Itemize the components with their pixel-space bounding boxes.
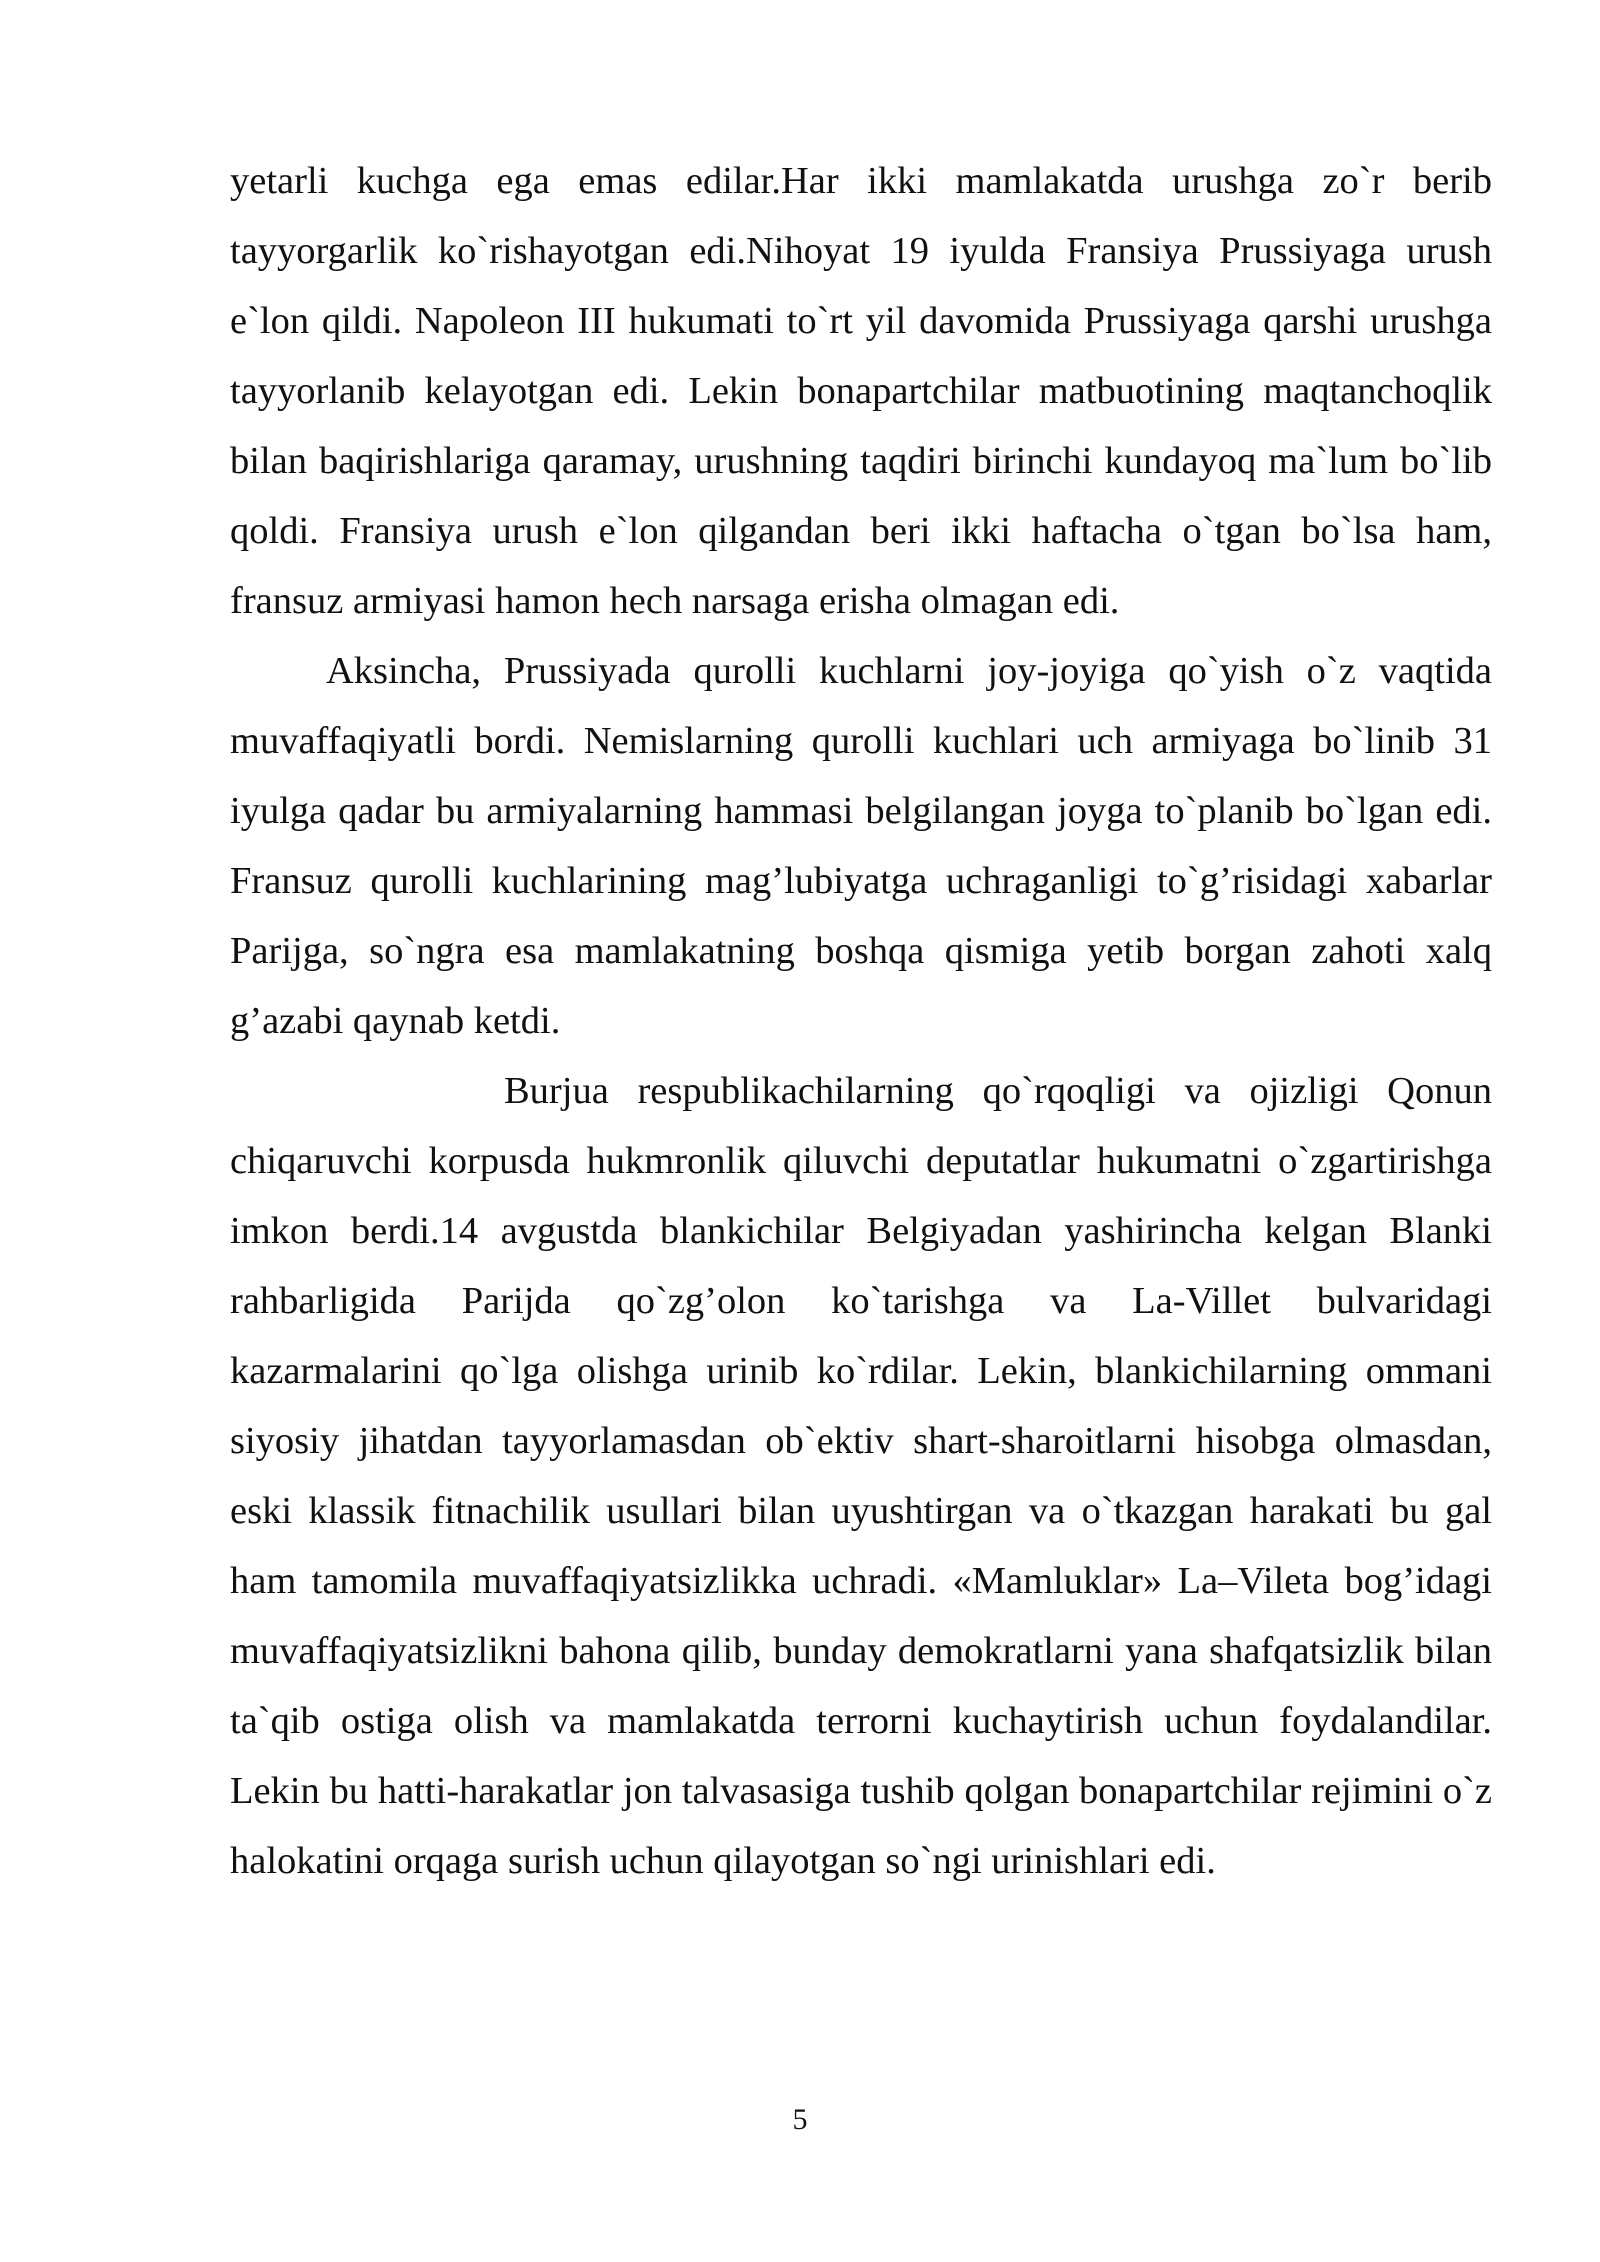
body-text (230, 146, 1492, 1896)
page-number: 5 (792, 2103, 808, 2136)
paragraph-1: yetarli kuchga ega emas edilar.Har ikki mamlakatda urushga zo`r berib tayyorgarlik ko`rishayotgan edi.Nihoyat 19 iyulda Fransiya Prussiyaga urush e`lon qildi. Napoleon III hukumati to`rt yil davomida Prussiyaga qarshi urushga tayyorlanib kelayotgan edi. Lekin bonapartchilar matbuotining maqtanchoqlik bilan baqirishlariga qaramay, urushning taqdiri birinchi kundayoq ma`lum bo`lib qoldi. Fransiya urush e`lon qilgandan beri ikki haftacha o`tgan bo`lsa ham, fransuz armiyasi hamon hech narsaga erisha olmagan edi. (230, 160, 1492, 622)
paragraph-3: Burjua respublikachilarning qo`rqoqligi va ojizligi Qonun chiqaruvchi korpusda hukmronlik qiluvchi deputatlar hukumatni o`zgartirishga imkon berdi.14 avgustda blankichilar Belgiyadan yashirincha kelgan Blanki rahbarligida Parijda qo`zg’olon ko`tarishga va La-Villet bulvaridagi kazarmalarini qo`lga olishga urinib ko`rdilar. Lekin, blankichilarning ommani siyosiy jihatdan tayyorlamasdan ob`ektiv shart-sharoitlarni hisobga olmasdan, eski klassik fitnachilik usullari bilan uyushtirgan va o`tkazgan harakati bu gal ham tamomila muvaffaqiyatsizlikka uchradi. «Mamluklar» La–Vileta bog’idagi muvaffaqiyatsizlikni bahona qilib, bunday demokratlarni yana shafqatsizlik bilan ta`qib ostiga olish va mamlakatda terrorni kuchaytirish uchun foydalandilar. Lekin bu hatti-harakatlar jon talvasasiga tushib qolgan bonapartchilar rejimini o`z halokatini orqaga surish uchun qilayotgan so`ngi urinishlari edi. (230, 1070, 1492, 1882)
paragraph-2: Aksincha, Prussiyada qurolli kuchlarni joy-joyiga qo`yish o`z vaqtida muvaffaqiyatli bordi. Nemislarning qurolli kuchlari uch armiyaga bo`linib 31 iyulga qadar bu armiyalarning hammasi belgilangan joyga to`planib bo`lgan edi. Fransuz qurolli kuchlarining mag’lubiyatga uchraganligi to`g’risidagi xabarlar Parijga, so`ngra esa mamlakatning boshqa qismiga yetib borgan zahoti xalq g’azabi qaynab ketdi. (230, 650, 1492, 1042)
